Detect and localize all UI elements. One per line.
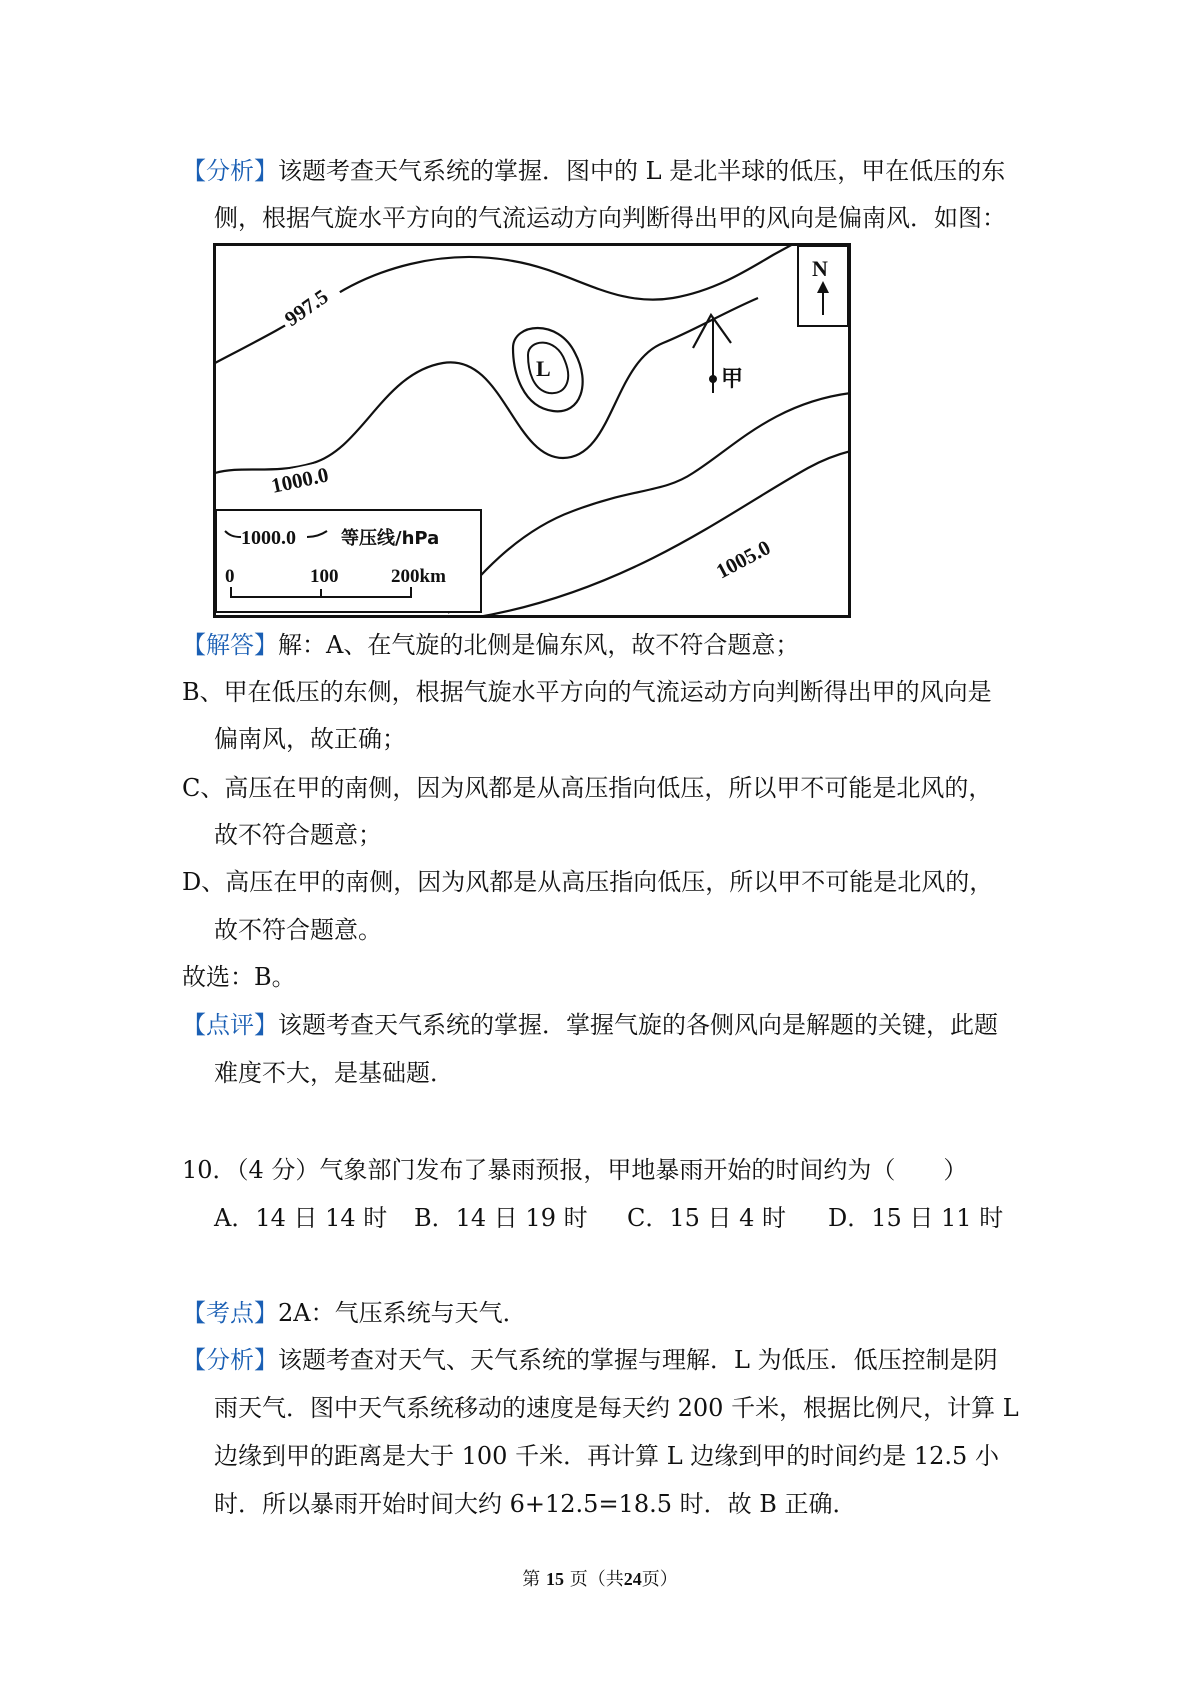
- analysis2-line-4: 时．所以暴雨开始时间大约 6+12.5=18.5 时．故 B 正确．: [214, 1490, 857, 1518]
- scale-label-200: 200km: [391, 566, 446, 587]
- isobar-label-1000-0: 1000.0: [269, 462, 331, 498]
- north-label: N: [812, 256, 828, 281]
- page-footer: [0, 1567, 1200, 1592]
- question-10-option-a: A．14 日 14 时: [214, 1204, 388, 1232]
- isobar-label-1005-0: 1005.0: [712, 535, 775, 584]
- analysis-text: 该题考查天气系统的掌握．图中的 L 是北半球的低压，甲在低压的东: [278, 157, 1006, 185]
- analysis2-tag: 【分析】: [182, 1346, 278, 1374]
- scale-label-0: 0: [225, 566, 235, 587]
- answer-option-b-1: B、甲在低压的东侧，根据气旋水平方向的气流运动方向判断得出甲的风向是: [182, 678, 992, 706]
- answer-choice: 故选：B。: [182, 963, 296, 991]
- analysis-line-1: [182, 154, 1005, 188]
- question-10-stem: 10．（4 分）气象部门发布了暴雨预报，甲地暴雨开始的时间约为（ ）: [182, 1156, 968, 1184]
- analysis2-text: 该题考查对天气、天气系统的掌握与理解．L 为低压．低压控制是阴: [278, 1346, 998, 1374]
- analysis-line-2: 侧，根据气旋水平方向的气流运动方向判断得出甲的风向是偏南风．如图：: [214, 204, 1006, 232]
- answer-option-d-2: 故不符合题意。: [214, 916, 382, 944]
- comment-text: 该题考查天气系统的掌握．掌握气旋的各侧风向是解题的关键，此题: [278, 1011, 998, 1039]
- answer-line-1: [182, 628, 799, 662]
- question-10-option-d: D．15 日 11 时: [828, 1204, 1004, 1232]
- comment-line-2: 难度不大，是基础题．: [214, 1059, 454, 1087]
- analysis2-line-2: 雨天气．图中天气系统移动的速度是每天约 200 千米，根据比例尺，计算 L: [214, 1394, 1019, 1422]
- point-jia-label: 甲: [721, 367, 744, 392]
- answer-option-c-2: 故不符合题意；: [214, 821, 382, 849]
- footer-suffix: 页）: [641, 1569, 678, 1590]
- footer-page-number: 15: [546, 1569, 564, 1589]
- analysis2-line-3: 边缘到甲的距离是大于 100 千米．再计算 L 边缘到甲的时间约是 12.5 小: [214, 1442, 999, 1470]
- comment-line-1: [182, 1008, 998, 1042]
- legend-isobar-value: 1000.0: [241, 527, 296, 549]
- keypoint-tag: 【考点】: [182, 1299, 278, 1327]
- keypoint-line: [182, 1296, 527, 1330]
- question-10-option-c: C．15 日 4 时: [627, 1204, 787, 1232]
- question-10-option-b: B．14 日 19 时: [414, 1204, 588, 1232]
- answer-tag: 【解答】: [182, 631, 278, 659]
- point-jia-marker: [709, 375, 717, 383]
- low-label: L: [536, 356, 551, 381]
- analysis-tag: 【分析】: [182, 157, 278, 185]
- answer-option-c-1: C、高压在甲的南侧，因为风都是从高压指向低压，所以甲不可能是北风的，: [182, 774, 993, 802]
- analysis2-line-1: [182, 1343, 998, 1377]
- isobar-label-997-5: 997.5: [280, 284, 333, 332]
- answer-option-b-2: 偏南风，故正确；: [214, 725, 406, 753]
- answer-option-d-1: D、高压在甲的南侧，因为风都是从高压指向低压，所以甲不可能是北风的，: [182, 868, 994, 896]
- footer-middle: 页（共: [569, 1569, 624, 1590]
- comment-tag: 【点评】: [182, 1011, 278, 1039]
- answer-intro: 解：A、在气旋的北侧是偏东风，故不符合题意；: [278, 631, 800, 659]
- keypoint-text: 2A：气压系统与天气．: [278, 1299, 527, 1327]
- legend-text: 等压线/hPa: [341, 528, 440, 549]
- scale-label-100: 100: [310, 566, 339, 587]
- footer-prefix: 第: [522, 1569, 541, 1590]
- footer-total-pages: 24: [623, 1569, 642, 1589]
- isobar-map-figure: [213, 243, 851, 618]
